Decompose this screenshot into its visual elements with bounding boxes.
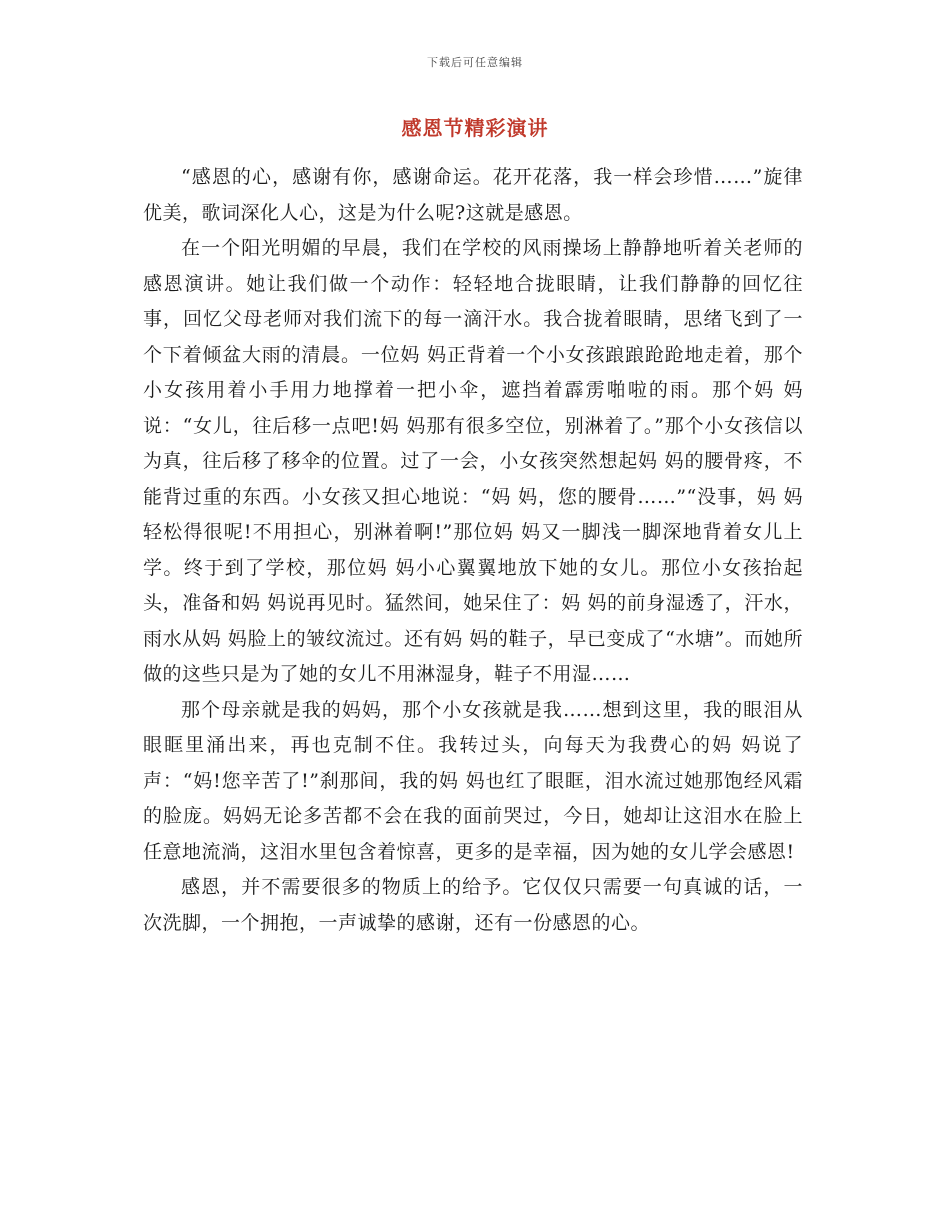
paragraph-2: 在一个阳光明媚的早晨，我们在学校的风雨操场上静静地听着关老师的感恩演讲。她让我们做一个动作：轻轻地合拢眼睛，让我们静静的回忆往事，回忆父母老师对我们流下的每一滴汗水。我合拢着眼睛，思绪飞到了一个下着倾盆大雨的清晨。一位妈 妈正背着一个小女孩踉踉跄跄地走着，那个小女孩用着小手用力地撑着一把小伞，遮挡着霹雳啪啦的雨。那个妈 妈说：“女儿，往后移一点吧!妈 妈那有很多空位，别淋着了。”那个小女孩信以为真，往后移了移伞的位置。过了一会，小女孩突然想起妈 妈的腰骨疼，不能背过重的东西。小女孩又担心地说：“妈 妈，您的腰骨……”“没事，妈 妈轻松得很呢!不用担心，别淋着啊!”那位妈 妈又一脚浅一脚深地背着女儿上学。终于到了学校，那位妈 妈小心翼翼地放下她的女儿。那位小女孩抬起头，准备和妈 妈说再见时。猛然间，她呆住了：妈 妈的前身湿透了，汗水，雨水从妈 妈脸上的皱纹流过。还有妈 妈的鞋子，早已变成了“水塘”。而她所做的这些只是为了她的女儿不用淋湿身，鞋子不用湿……: [143, 237, 803, 685]
page-title: 感恩节精彩演讲: [401, 116, 549, 140]
document-body: [143, 160, 803, 941]
paragraph-4: 感恩，并不需要很多的物质上的给予。它仅仅只需要一句真诚的话，一次洗脚，一个拥抱，一声诚挚的感谢，还有一份感恩的心。: [143, 876, 803, 934]
paragraph-3: 那个母亲就是我的妈妈，那个小女孩就是我……想到这里，我的眼泪从眼眶里涌出来，再也克制不住。我转过头，向每天为我费心的妈 妈说了声：“妈!您辛苦了!”刹那间，我的妈 妈也红了眼眶，泪水流过她那饱经风霜的脸庞。妈妈无论多苦都不会在我的面前哭过，今日，她却让这泪水在脸上任意地流淌，这泪水里包含着惊喜，更多的是幸福，因为她的女儿学会感恩!: [143, 698, 803, 863]
paragraph-1: “感恩的心，感谢有你，感谢命运。花开花落，我一样会珍惜……”旋律优美，歌词深化人心，这是为什么呢?这就是感恩。: [143, 166, 803, 224]
header-note: 下载后可任意编辑: [427, 56, 523, 69]
